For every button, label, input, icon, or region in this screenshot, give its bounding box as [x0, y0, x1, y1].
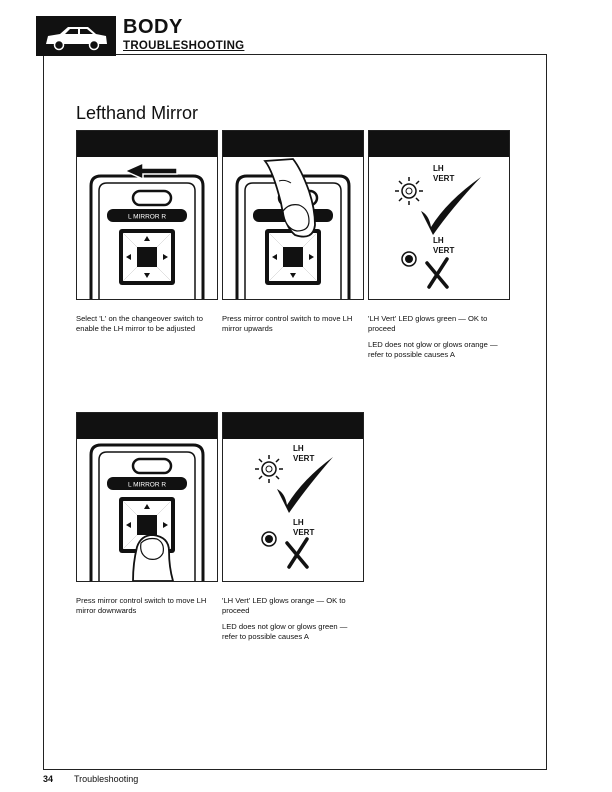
check-icon — [421, 177, 481, 235]
caption-text: Press mirror control switch to move LH mirror downwards — [76, 596, 207, 615]
led-top-line2: VERT — [293, 454, 315, 463]
header-subtitle: TROUBLESHOOTING — [123, 40, 245, 52]
caption-text: LED does not glow or glows orange — refer to possible causes A — [368, 340, 498, 359]
step-1-caption — [76, 314, 216, 340]
direction-pad-icon — [269, 233, 317, 281]
header-rule — [116, 54, 547, 55]
led-off-icon — [402, 252, 416, 266]
step-3-illustration — [368, 130, 510, 300]
step-5-caption — [222, 596, 362, 648]
led-bottom-line2: VERT — [293, 528, 315, 537]
caption-text: 'LH Vert' LED glows green — OK to proceed — [368, 314, 488, 333]
finger-icon — [265, 159, 315, 237]
led-glowing-icon — [255, 455, 283, 483]
page-number: 34 — [43, 774, 54, 784]
led-off-icon — [262, 532, 276, 546]
led-bottom-line1: LH — [293, 518, 304, 527]
car-icon — [40, 18, 112, 54]
led-bottom-line1: LH — [433, 236, 444, 245]
check-icon — [277, 457, 333, 513]
caption-text: Press mirror control switch to move LH mirror upwards — [222, 314, 353, 333]
header-title: BODY — [123, 16, 183, 38]
step-2-caption — [222, 314, 362, 340]
frame-right-border — [546, 54, 547, 770]
caption-text: Select 'L' on the changeover switch to enable the LH mirror to be adjusted — [76, 314, 204, 333]
cross-icon — [427, 259, 447, 287]
frame-left-border — [43, 56, 44, 770]
caption-text: 'LH Vert' LED glows orange — OK to proceed — [222, 596, 346, 615]
led-top-line2: VERT — [433, 174, 455, 183]
switch-label: L MIRROR R — [127, 481, 167, 489]
direction-pad-icon — [123, 233, 171, 281]
cross-icon — [287, 539, 307, 567]
led-top-line1: LH — [433, 164, 444, 173]
caption-text: LED does not glow or glows green — refer to possible causes A — [222, 622, 348, 641]
led-bottom-line2: VERT — [433, 246, 455, 255]
section-title: Lefthand Mirror — [76, 103, 199, 123]
step-3-caption — [368, 314, 508, 366]
footer-text: Troubleshooting — [74, 774, 139, 784]
frame-bottom-border — [43, 769, 547, 770]
led-glowing-icon — [395, 177, 423, 205]
step-4-illustration — [76, 412, 218, 582]
switch-label: L MIRROR R — [127, 213, 167, 221]
finger-icon — [133, 535, 173, 581]
step-2-illustration — [222, 130, 364, 300]
led-top-line1: LH — [293, 444, 304, 453]
step-1-illustration — [76, 130, 218, 300]
step-5-illustration — [222, 412, 364, 582]
step-4-caption — [76, 596, 216, 622]
changeover-switch-knob — [133, 191, 171, 205]
